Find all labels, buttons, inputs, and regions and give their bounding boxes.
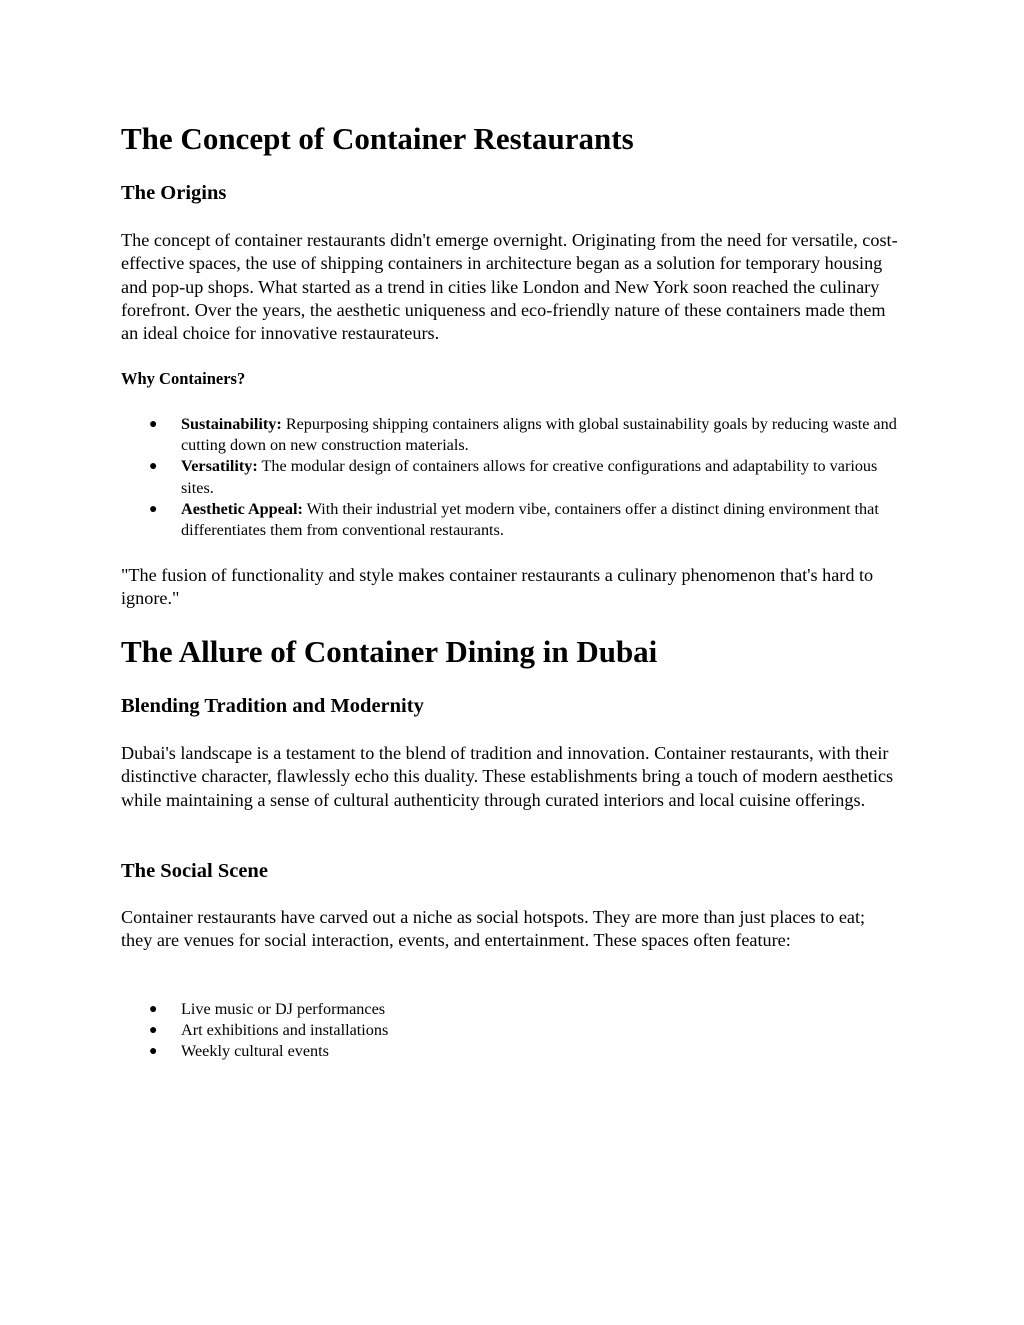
list-item-text: The modular design of containers allows for creative configurations and adaptability to various sites. [181,457,878,497]
list-item-text: Weekly cultural events [181,1042,329,1061]
list-item-label: Sustainability: [181,415,282,433]
bullet-icon: ● [149,1002,158,1017]
list-item [121,999,901,1020]
list-item [121,1020,901,1041]
list-item-text: Art exhibitions and installations [181,1021,389,1040]
paragraph-origins: The concept of container restaurants didn't emerge overnight. Originating from the need for versatile, cost-effective spaces, the use of shipping containers in architecture began as a solution for temporary housing and pop-up shops. What started as a trend in cities like London and New York soon reached the culinary forefront. Over the years, the aesthetic uniqueness and eco-friendly nature of these containers made them an ideal choice for innovative restaurateurs. [121,230,898,344]
heading-origins: The Origins [121,182,227,204]
why-containers-list [121,414,901,541]
quote-paragraph: "The fusion of functionality and style makes container restaurants a culinary phenomenon that's hard to ignore." [121,565,874,609]
bullet-icon: ● [149,1044,158,1060]
section-title-concept: The Concept of Container Restaurants [121,121,634,156]
bullet-icon: ● [149,501,158,517]
list-item-text: Live music or DJ performances [181,1000,386,1018]
heading-blending: Blending Tradition and Modernity [121,695,424,717]
paragraph-blending: Dubai's landscape is a testament to the blend of tradition and innovation. Container restaurants, with their distinctive character, flawlessly echo this duality. These establishments bring a touch of modern aesthetics while maintaining a sense of cultural authenticity through curated interiors and local cuisine offerings. [121,743,894,810]
list-item-text: Repurposing shipping containers aligns with global sustainability goals by reducing waste and cutting down on new construction materials. [181,415,897,455]
paragraph-social-scene: Container restaurants have carved out a niche as social hotspots. They are more than just places to eat; they are venues for social interaction, events, and entertainment. These spaces often feature: [121,907,866,951]
list-item-label: Aesthetic Appeal: [181,499,303,518]
heading-why-containers: Why Containers? [121,369,246,388]
list-item [121,456,901,498]
list-item-label: Versatility: [181,457,258,476]
bullet-icon: ● [149,459,158,475]
list-item-text: With their industrial yet modern vibe, containers offer a distinct dining environment that differentiates them from conventional restaurants. [181,499,879,540]
heading-social-scene: The Social Scene [121,860,268,882]
section-title-allure: The Allure of Container Dining in Dubai [121,634,658,669]
bullet-icon: ● [149,417,158,432]
social-features-list [121,999,901,1063]
list-item [121,499,901,541]
list-item [121,414,901,456]
list-item [121,1041,901,1062]
bullet-icon: ● [149,1023,158,1039]
